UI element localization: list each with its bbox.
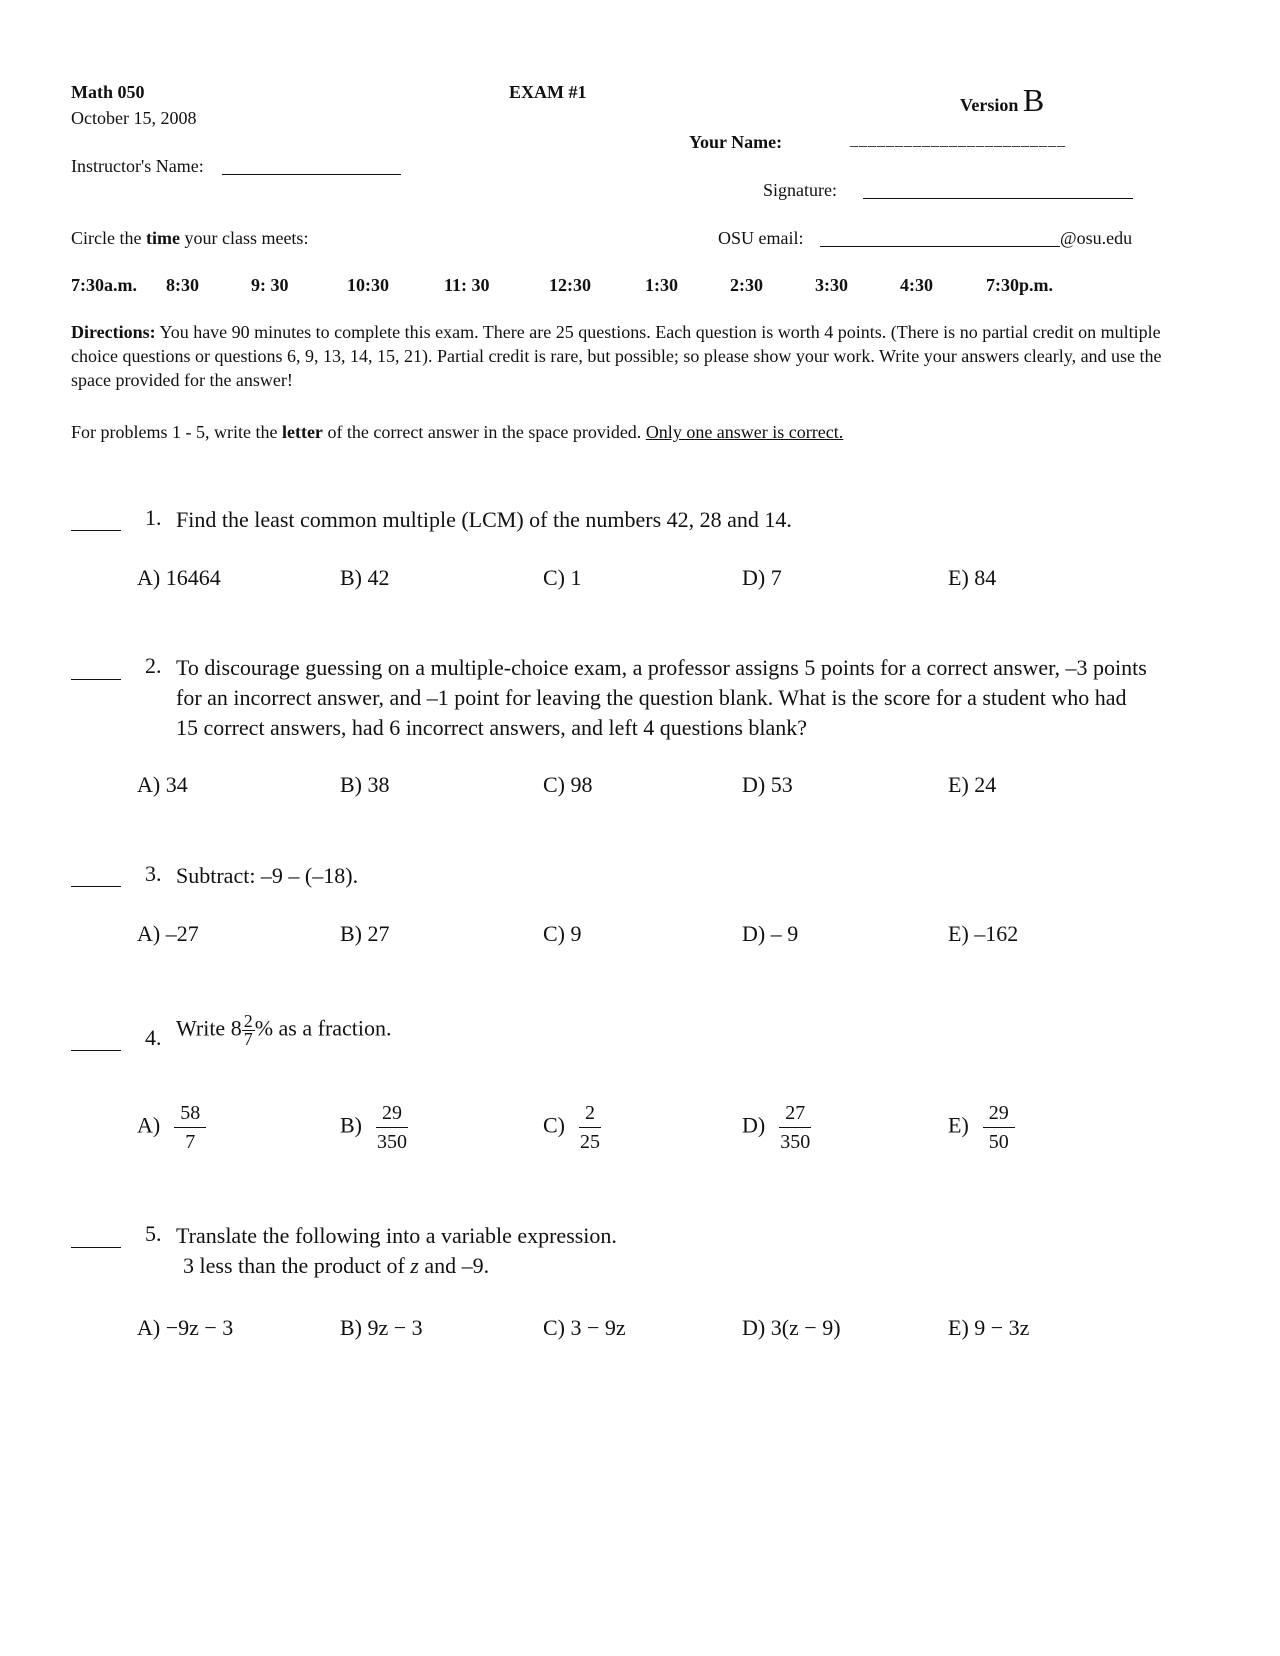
fraction-denominator: 25 (580, 1131, 600, 1153)
fraction-numerator: 29 (983, 1102, 1015, 1128)
choice-label: E) (948, 1112, 969, 1138)
directions-label: Directions: (71, 322, 156, 342)
text2-prefix: 3 less than the product of (183, 1253, 405, 1278)
exam-date: October 15, 2008 (71, 108, 197, 128)
choice-d: D) 53 (742, 772, 793, 797)
choice-label: C) (543, 1112, 565, 1138)
fraction-numerator: 2 (243, 1011, 253, 1031)
fraction (779, 1102, 811, 1153)
question-number: 3. (145, 861, 162, 886)
your-name-field[interactable]: ________________________ (850, 132, 1066, 149)
choice-b: B) 27 (340, 921, 390, 946)
question-text: Find the least common multiple (LCM) of the numbers 42, 28 and 14. (176, 507, 792, 532)
your-name-label: Your Name: (689, 132, 783, 152)
circle-bold: time (145, 228, 180, 248)
fraction-numerator: 29 (376, 1102, 408, 1128)
choice-d: D) 3(z − 9) (742, 1315, 841, 1340)
choice-e: E) –162 (948, 921, 1019, 946)
instr-mid: of the correct answer in the space provided. (327, 422, 642, 442)
choice-a: A) 34 (137, 772, 188, 797)
time-option[interactable]: 7:30a.m. (71, 275, 137, 295)
choice-c: C) 98 (543, 772, 593, 797)
choice-c: C) 9 (543, 921, 582, 946)
instr-prefix: For problems 1 - 5, write the (71, 422, 278, 442)
choice-e: E) 24 (948, 772, 997, 797)
choice-d: D) – 9 (742, 921, 799, 946)
fraction-denominator: 350 (377, 1131, 407, 1153)
question-text-line2 (183, 1251, 1183, 1281)
choice-a: A) –27 (137, 921, 199, 946)
fraction-numerator: 2 (579, 1102, 601, 1128)
fraction (579, 1102, 601, 1153)
time-option[interactable]: 12:30 (549, 275, 591, 295)
choice-a: A) 16464 (137, 565, 221, 590)
instructor-name-field[interactable] (222, 154, 401, 175)
answer-blank[interactable] (71, 508, 121, 531)
question-text-suffix: % as a fraction. (254, 1015, 392, 1041)
instr-bold: letter (281, 422, 323, 442)
choice-d (742, 1102, 811, 1153)
choice-e (948, 1102, 1015, 1153)
choice-d: D) 7 (742, 565, 782, 590)
time-option[interactable]: 7:30p.m. (986, 275, 1053, 295)
time-option[interactable]: 3:30 (815, 275, 848, 295)
version-label-text: Version (960, 95, 1019, 115)
signature-field[interactable] (863, 178, 1133, 199)
time-option[interactable]: 9: 30 (251, 275, 289, 295)
version-label (960, 82, 1044, 119)
exam-title: EXAM #1 (509, 82, 587, 102)
choice-a (137, 1102, 206, 1153)
question-number: 5. (145, 1221, 162, 1246)
answer-blank[interactable] (71, 1225, 121, 1248)
email-suffix: @osu.edu (1060, 228, 1133, 248)
choice-label: D) (742, 1112, 766, 1138)
time-option[interactable]: 1:30 (645, 275, 678, 295)
answer-blank[interactable] (71, 1028, 121, 1051)
time-option[interactable]: 10:30 (347, 275, 389, 295)
directions (71, 320, 1171, 392)
question-text-prefix: Write 8 (176, 1015, 242, 1041)
fraction (983, 1102, 1015, 1153)
choice-a: A) −9z − 3 (137, 1315, 234, 1340)
choice-b: B) 9z − 3 (340, 1315, 423, 1340)
choice-e: E) 84 (948, 565, 997, 590)
version-letter: B (1022, 82, 1045, 118)
email-label: OSU email: (718, 228, 804, 248)
circle-prefix: Circle the (71, 228, 142, 248)
choice-b: B) 38 (340, 772, 390, 797)
fraction-numerator: 27 (779, 1102, 811, 1128)
question-text (176, 1013, 1176, 1048)
question-text: Subtract: –9 – (–18). (176, 863, 359, 888)
fraction-denominator: 7 (243, 1029, 253, 1049)
time-option[interactable]: 2:30 (730, 275, 763, 295)
circle-suffix: your class meets: (184, 228, 309, 248)
question-number: 2. (145, 653, 162, 678)
answer-blank[interactable] (71, 864, 121, 887)
directions-text: You have 90 minutes to complete this exam. There are 25 questions. Each question is worth 4 points. (There is no partial credit on multiple choice questions or questions 6, 9, 13, 14, 15, 21). Partial credit is rare, but possible; so please show your work. Write your answers clearly, and use the space provided for the answer! (71, 322, 1162, 390)
choice-b: B) 42 (340, 565, 390, 590)
text2-suffix: and –9. (424, 1253, 490, 1278)
choice-b (340, 1102, 408, 1153)
question-number: 1. (145, 505, 162, 530)
circle-time-instruction (71, 228, 308, 249)
fraction-denominator: 50 (988, 1131, 1009, 1153)
time-option[interactable]: 11: 30 (444, 275, 490, 295)
question-text: To discourage guessing on a multiple-choice exam, a professor assigns 5 points for a correct answer, –3 points for an incorrect answer, and –1 point for leaving the question blank. What is the score for a student who had 15 correct answers, had 6 incorrect answers, and left 4 questions blank? (176, 655, 1147, 740)
fraction-denominator: 350 (780, 1131, 811, 1153)
choice-label: A) (137, 1112, 161, 1138)
signature-label: Signature: (763, 180, 837, 200)
choice-label: B) (340, 1112, 362, 1138)
fraction (174, 1102, 206, 1153)
variable-z: z (410, 1253, 419, 1278)
choice-c: C) 1 (543, 565, 582, 590)
fraction-numerator: 58 (174, 1102, 206, 1128)
instructor-label: Instructor's Name: (71, 156, 204, 176)
mixed-fraction (242, 1013, 255, 1048)
question-number: 4. (145, 1025, 162, 1050)
instr-underline: Only one answer is correct. (645, 422, 844, 442)
time-option[interactable]: 4:30 (900, 275, 933, 295)
question-text: Translate the following into a variable expression. (176, 1223, 617, 1248)
problem-instructions (71, 420, 1171, 444)
answer-blank[interactable] (71, 657, 121, 680)
fraction (376, 1102, 408, 1153)
course-title: Math 050 (71, 82, 145, 102)
choice-c: C) 3 − 9z (543, 1315, 626, 1340)
choice-c (543, 1102, 601, 1153)
email-field[interactable] (820, 226, 1060, 247)
fraction-denominator: 7 (185, 1131, 196, 1153)
choice-e: E) 9 − 3z (948, 1315, 1030, 1340)
time-option[interactable]: 8:30 (166, 275, 199, 295)
